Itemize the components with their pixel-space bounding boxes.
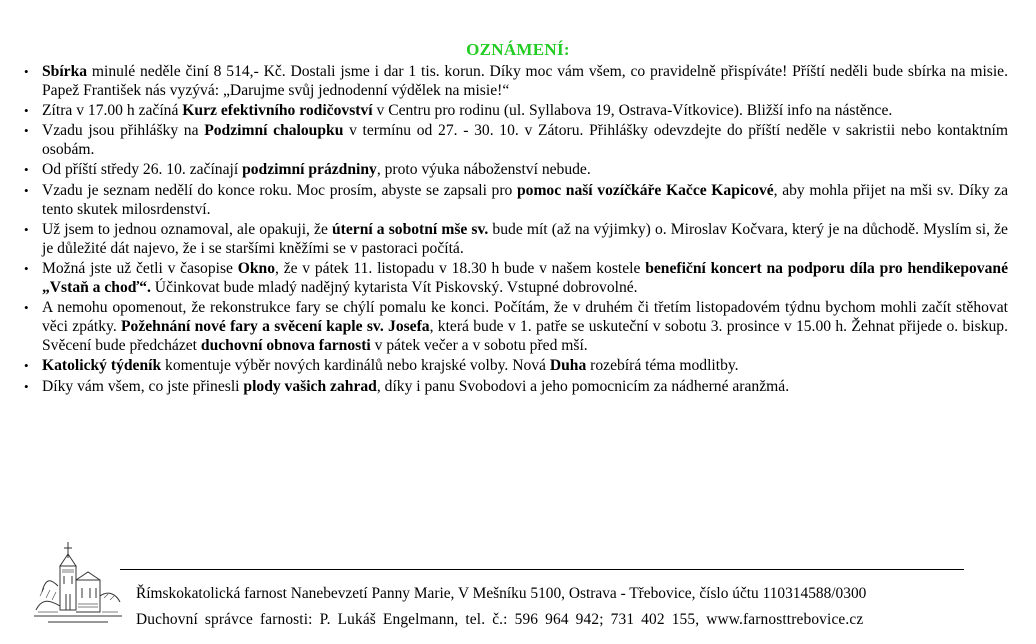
text-run: Vzadu je seznam nedělí do konce roku. Moc prosím, abyste se zapsali pro [42, 181, 517, 199]
bullet-icon: • [24, 300, 29, 316]
text-run: , díky i panu Svobodovi a jeho pomocnicím za nádherné aranžmá. [376, 377, 790, 395]
bullet-icon: • [24, 378, 29, 394]
text-run: v pátek večer a v sobotu před mší. [370, 337, 588, 355]
item-text [42, 357, 739, 374]
item-text [42, 122, 1008, 158]
item-text [42, 182, 1008, 218]
item-text [42, 260, 1008, 296]
text-run: Od příští středy 26. 10. začínají [42, 161, 243, 179]
list-item [24, 377, 1008, 396]
text-run: komentuje výběr nových kardinálů nebo krajské volby. Nová [161, 357, 550, 375]
item-text [42, 299, 1008, 354]
list-item [24, 160, 1008, 179]
list-item [24, 62, 1008, 100]
announcement-list [24, 62, 1008, 397]
text-run: Díky vám všem, co jste přinesli [42, 377, 244, 395]
bold-text: úterní a sobotní mše sv. [332, 220, 489, 238]
page-title: OZNÁMENÍ: [466, 40, 570, 59]
bold-text: Okno [237, 259, 276, 277]
bullet-icon: • [24, 64, 29, 79]
text-run: Možná jste už četli v časopise [42, 259, 238, 277]
item-text [42, 378, 789, 395]
bold-text: Kurz efektivního rodičovství [182, 102, 373, 120]
list-item [24, 356, 1008, 375]
text-run: Zítra v 17.00 h začíná [42, 102, 183, 120]
footer-divider [120, 569, 964, 570]
text-run: , která bude v 1. patře se uskuteční v sobotu 3. prosince v 15.00 h. Žehnat přijede o. biskup. Svěcení bude předcházet [42, 318, 1008, 355]
bullet-icon: • [24, 221, 29, 237]
bullet-icon: • [24, 182, 29, 198]
text-run: A nemohu opomenout, že rekonstrukce fary se chýlí pomalu ke konci. Počítám, že v druhém či třetím listopadovém týdnu bychom mohli začít stěhovat věci zpátky. [42, 299, 1008, 336]
text-run: Účinkovat bude mladý nadějný kytarista Vít Piskovský. Vstupné dobrovolné. [150, 279, 638, 297]
text-run: rozebírá téma modlitby. [586, 357, 739, 375]
item-text [42, 221, 1008, 257]
bold-text: Podzimní chaloupku [204, 122, 344, 140]
text-run: , proto výuka náboženství nebude. [376, 161, 591, 179]
bold-text: Katolický týdeník [42, 357, 162, 375]
text-run: v Centru pro rodinu (ul. Syllabova 19, Ostrava-Vítkovice). Bližší info na nástěnce. [372, 102, 893, 120]
bold-text: pomoc naší vozíčkáře Kačce Kapicové [516, 181, 774, 199]
bullet-icon: • [24, 103, 29, 119]
bold-text: Požehnání nové fary a svěcení kaple sv. Josefa [121, 318, 430, 336]
text-run: v termínu od 27. - 30. 10. v Zátoru. Přihlášky odevzdejte do příští neděle v sakristii nebo kontaktním osobám. [42, 122, 1008, 159]
text-run: , že v pátek 11. listopadu v 18.30 h bude v našem kostele [275, 259, 646, 277]
list-item [24, 220, 1008, 258]
bold-text: podzimní prázdniny [242, 161, 377, 179]
bullet-icon: • [24, 123, 29, 139]
bold-text: Sbírka [42, 63, 88, 80]
text-run: Už jsem to jednou oznamoval, ale opakuji, že [42, 220, 332, 238]
list-item [24, 101, 1008, 120]
list-item [24, 298, 1008, 355]
church-sketch-icon [28, 536, 122, 628]
item-text [42, 63, 1008, 99]
text-run: Vzadu jsou přihlášky na [42, 122, 205, 140]
text-run: , aby mohla přijet na mši sv. Díky za tento skutek milosrdenství. [42, 181, 1009, 218]
bold-text: Duha [549, 357, 587, 375]
bullet-icon: • [24, 162, 29, 178]
text-run: minulé neděle činí 8 514,- Kč. Dostali jsme i dar 1 tis. korun. Díky moc vám všem, co pravidelně přispíváte! Příští neděli bude sbírka na misie. Papež František nás vyzývá: „Darujme svůj jednodenní výdělek na misie!“ [42, 63, 1008, 100]
footer-contact: Duchovní správce farnosti: P. Lukáš Engelmann, tel. č.: 596 964 942; 731 402 155, www.farnosttrebovice.cz [136, 611, 864, 628]
bold-text: duchovní obnova farnosti [200, 337, 371, 355]
bold-text: plody vašich zahrad [243, 377, 377, 395]
item-text [42, 102, 892, 119]
bullet-icon: • [24, 260, 29, 276]
bold-text: benefiční koncert na podporu díla pro hendikepované „Vstaň a choď“. [42, 259, 1008, 297]
text-run: bude mít (až na výjimky) o. Miroslav Kočvara, který je na důchodě. Myslím si, že je důležité dát najevo, že i se staršími kněžími se v pastoraci počítá. [42, 220, 1008, 257]
bullet-icon: • [24, 358, 29, 374]
item-text [42, 161, 591, 178]
list-item [24, 121, 1008, 159]
list-item [24, 181, 1008, 219]
list-item [24, 259, 1008, 297]
footer-address: Římskokatolická farnost Nanebevzetí Panny Marie, V Mešníku 5100, Ostrava - Třebovice, číslo účtu 110314588/0300 [136, 585, 867, 602]
